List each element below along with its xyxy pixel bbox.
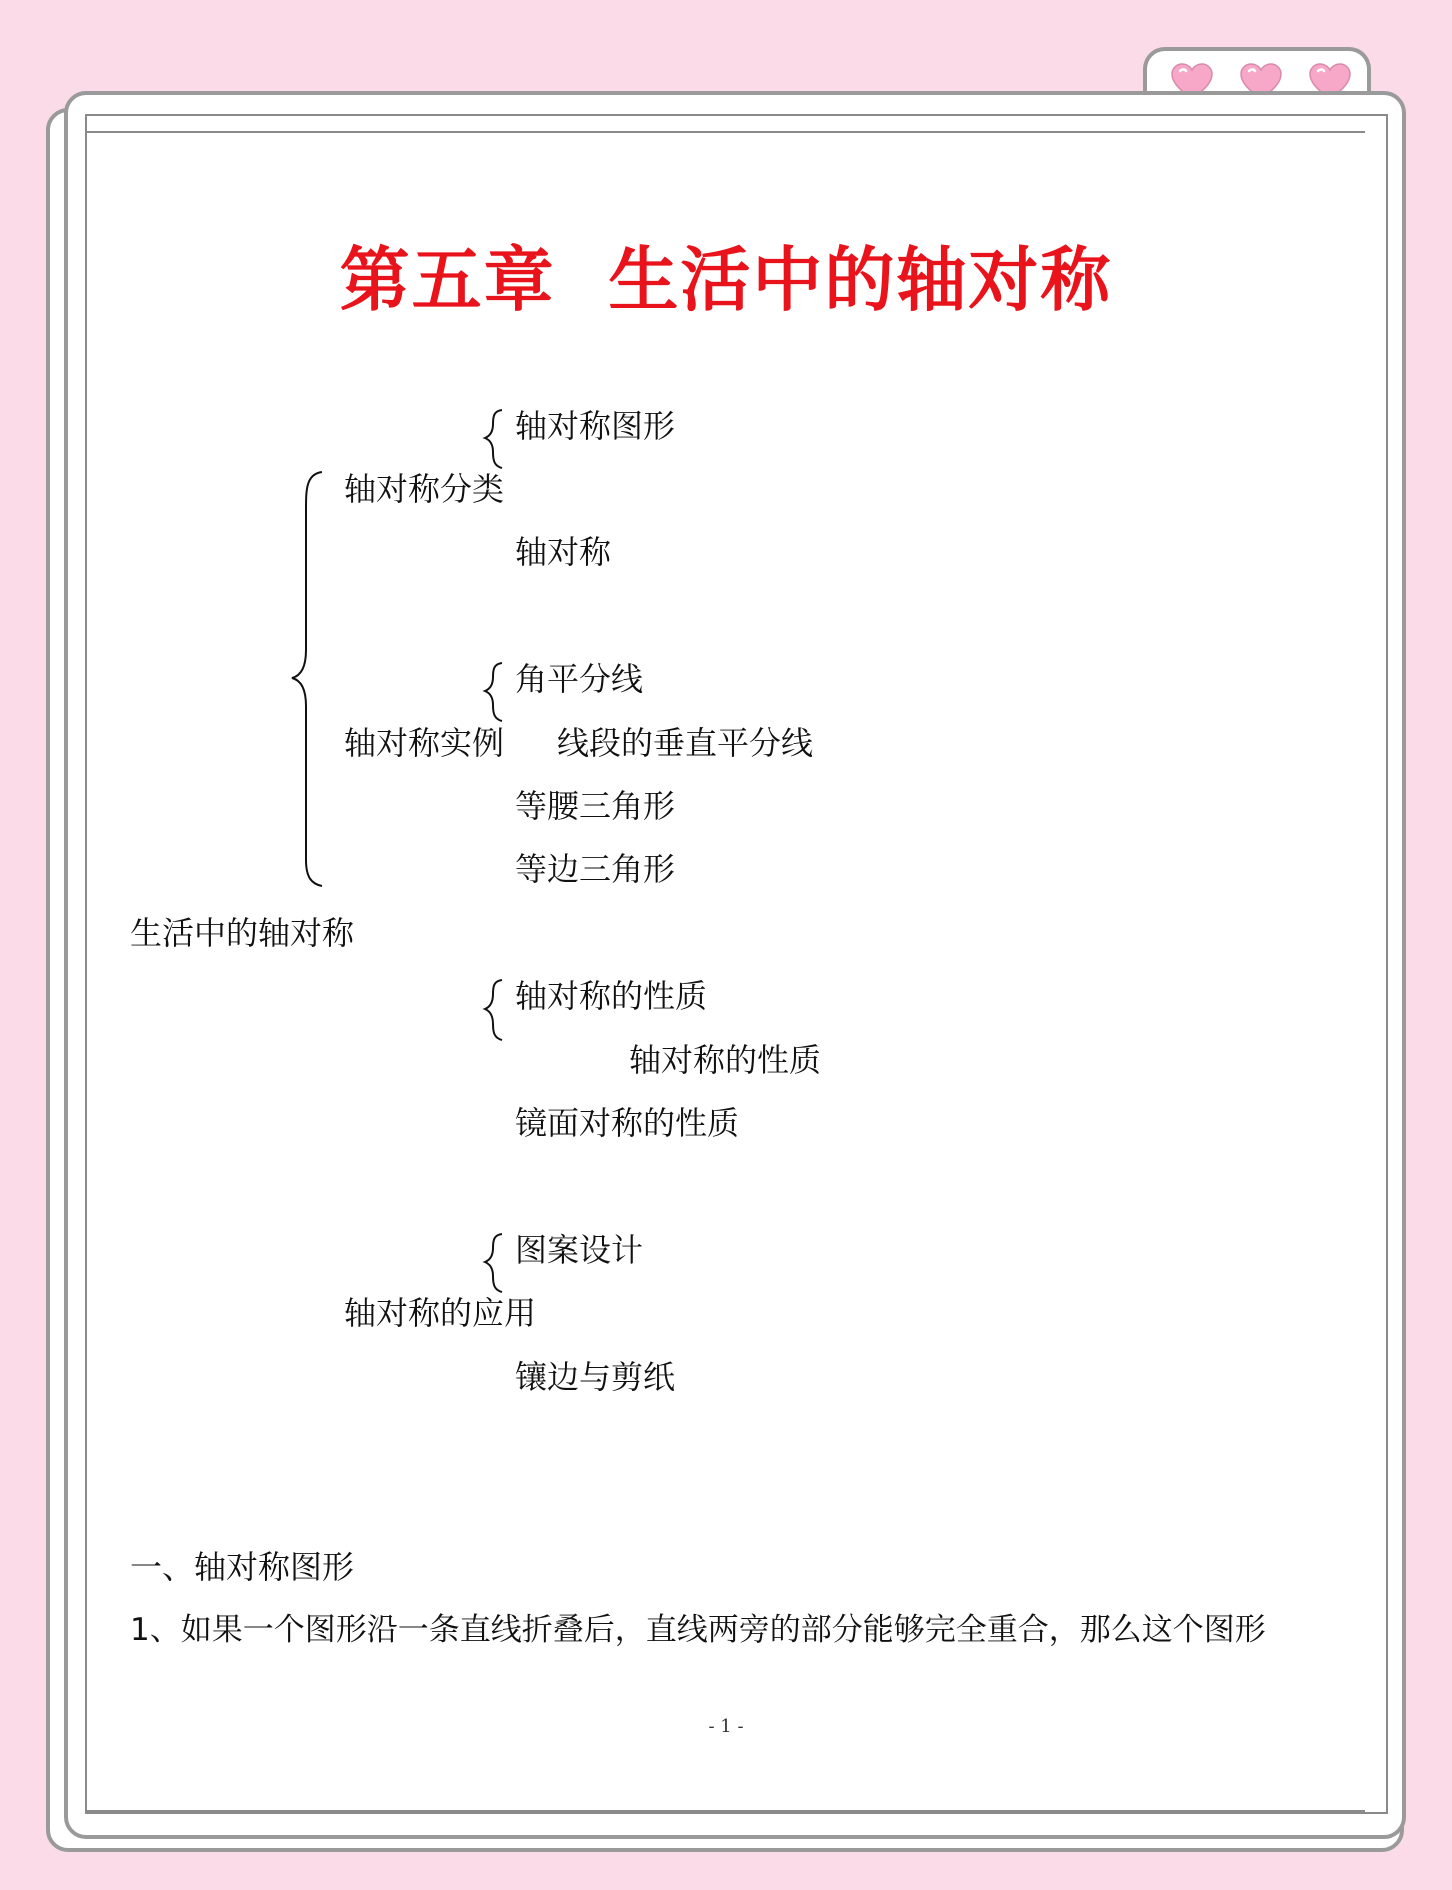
outline-label-classification: 轴对称分类: [344, 470, 505, 508]
outline-item: 角平分线: [515, 660, 644, 698]
outline-item: 线段的垂直平分线: [557, 724, 814, 762]
outline-label-applications: 轴对称的应用: [344, 1294, 537, 1332]
top-rule: [87, 131, 1365, 133]
outline-item: 等边三角形: [515, 850, 676, 888]
bottom-rule: [87, 1810, 1365, 1812]
outline-item: 轴对称的性质: [515, 977, 708, 1015]
outline-item: 轴对称: [515, 533, 612, 571]
outline-item: 镜面对称的性质: [515, 1104, 740, 1142]
outline-item: 图案设计: [515, 1231, 644, 1269]
outline-label-examples: 轴对称实例: [344, 724, 505, 762]
page-title: 第五章 生活中的轴对称: [339, 239, 1113, 321]
outline-item: 轴对称的性质: [629, 1041, 822, 1079]
outline-item: 镶边与剪纸: [515, 1358, 676, 1396]
page-number: - 1 -: [708, 1716, 744, 1737]
section-heading: 一、轴对称图形: [130, 1548, 355, 1586]
outline-root: 生活中的轴对称: [130, 914, 355, 952]
outline-item: 等腰三角形: [515, 787, 676, 825]
paragraph: 1、如果一个图形沿一条直线折叠后，直线两旁的部分能够完全重合，那么这个图形: [130, 1612, 1266, 1648]
outline-item: 轴对称图形: [515, 407, 676, 445]
